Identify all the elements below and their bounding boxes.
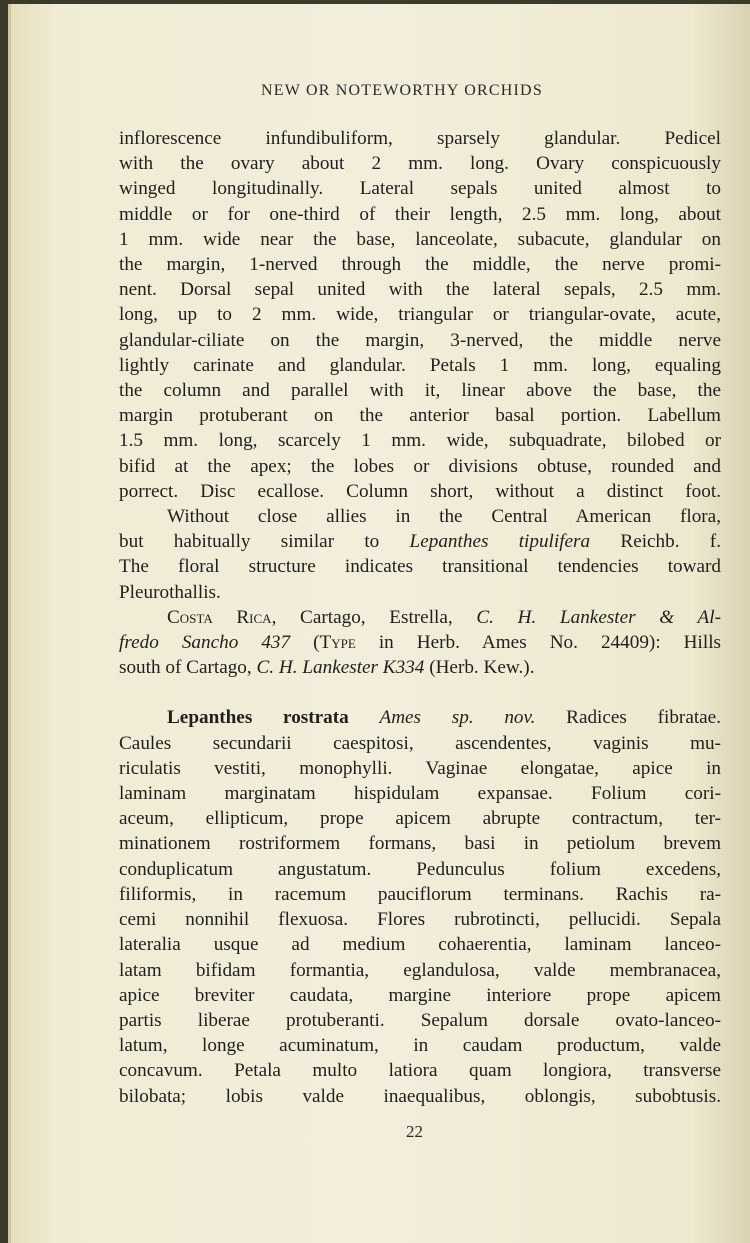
text-line: filiformis, in racemum pauciflorum terminans. Rachis ra- (119, 883, 721, 905)
text-line: winged longitudinally. Lateral sepals united almost to (119, 178, 721, 200)
text-run: Reichb. f. (590, 531, 721, 553)
text-line: nent. Dorsal sepal united with the lateral sepals, 2.5 mm. (119, 279, 721, 301)
species-title: Lepanthes rostrata (167, 707, 349, 729)
text-line: lateralia usque ad medium cohaerentia, laminam lanceo- (119, 934, 721, 956)
text-run: Radices fibratae. (535, 707, 721, 729)
text-line: the column and parallel with it, linear above the base, the (119, 380, 721, 402)
text-line: apice breviter caudata, margine interiore prope apicem (119, 984, 721, 1006)
text-line: porrect. Disc ecallose. Column short, without a distinct foot. (119, 480, 721, 502)
collector-name: C. H. Lankester & Al- (476, 606, 721, 628)
collector-name: C. H. Lankester K334 (256, 657, 425, 679)
affinity-paragraph (119, 504, 721, 605)
text-line: Caules secundarii caespitosi, ascendentes, vaginis mu- (119, 732, 721, 754)
country-name: Costa Rica (167, 606, 272, 628)
text-line: middle or for one-third of their length, 2.5 mm. long, about (119, 203, 721, 225)
text-line: inflorescence infundibuliform, sparsely glandular. Pedicel (119, 128, 721, 149)
type-label: Type (319, 632, 356, 654)
species-author: Ames sp. nov. (379, 707, 536, 729)
text-line: partis liberae protuberanti. Sepalum dorsale ovato-lanceo- (119, 1009, 721, 1031)
text-line: riculatis vestiti, monophylli. Vaginae elongatae, apice in (119, 757, 721, 779)
page-body (119, 126, 721, 1109)
text-run: south of Cartago, (119, 657, 257, 679)
text-line: 1 mm. wide near the base, lanceolate, subacute, glandular on (119, 228, 721, 250)
text-line: Pleurothallis. (119, 581, 221, 603)
species-paragraph (119, 705, 721, 1108)
text-line: aceum, ellipticum, prope apicem abrupte contractum, ter- (119, 808, 721, 830)
text-run: , Cartago, Estrella, (271, 606, 477, 628)
text-line: minationem rostriformem formans, basi in petiolum brevem (119, 833, 721, 855)
text-line: long, up to 2 mm. wide, triangular or triangular-ovate, acute, (119, 304, 721, 326)
specimen-paragraph (119, 605, 721, 681)
text-line: bifid at the apex; the lobes or divisions obtuse, rounded and (119, 455, 721, 477)
text-line: laminam marginatam hispidulam expansae. Folium cori- (119, 783, 721, 805)
running-header: NEW OR NOTEWORTHY ORCHIDS (261, 82, 543, 99)
text-line: The floral structure indicates transitional tendencies toward (119, 556, 721, 578)
text-line: latam bifidam formantia, eglandulosa, valde membranacea, (119, 959, 721, 981)
text-line: the margin, 1-nerved through the middle, the nerve promi- (119, 254, 721, 276)
book-page (8, 4, 750, 1243)
description-paragraph (119, 126, 721, 504)
text-line (119, 655, 721, 680)
text-line (119, 529, 721, 554)
text-line: with the ovary about 2 mm. long. Ovary conspicuously (119, 153, 721, 175)
text-line: latum, longe acuminatum, in caudam productum, valde (119, 1035, 721, 1057)
text-line: cemi nonnihil flexuosa. Flores rubrotincti, pellucidi. Sepala (119, 909, 721, 931)
text-run: (Herb. Kew.). (424, 657, 535, 679)
text-line: 1.5 mm. long, scarcely 1 mm. wide, subquadrate, bilobed or (119, 430, 721, 452)
text-line: glandular-ciliate on the margin, 3-nerved, the middle nerve (119, 329, 721, 351)
page-number: 22 (406, 1122, 423, 1141)
text-run: but habitually similar to (119, 531, 410, 553)
text-line (119, 705, 721, 730)
text-line: Without close allies in the Central American flora, (167, 506, 721, 528)
text-line (119, 630, 721, 655)
text-line: bilobata; lobis valde inaequalibus, oblongis, subobtusis. (119, 1085, 721, 1107)
text-line: lightly carinate and glandular. Petals 1 mm. long, equaling (119, 354, 721, 376)
collector-name: fredo Sancho 437 (119, 632, 291, 654)
paragraph-gap (119, 680, 721, 705)
species-name: Lepanthes tipulifera (409, 531, 591, 553)
text-run: ( (290, 632, 320, 654)
text-line: concavum. Petala multo latiora quam longiora, transverse (119, 1060, 721, 1082)
text-line (119, 605, 721, 630)
text-run: in Herb. Ames No. 24409): Hills (355, 632, 721, 654)
text-line: margin protuberant on the anterior basal portion. Labellum (119, 405, 721, 427)
text-line: conduplicatum angustatum. Pedunculus folium excedens, (119, 858, 721, 880)
